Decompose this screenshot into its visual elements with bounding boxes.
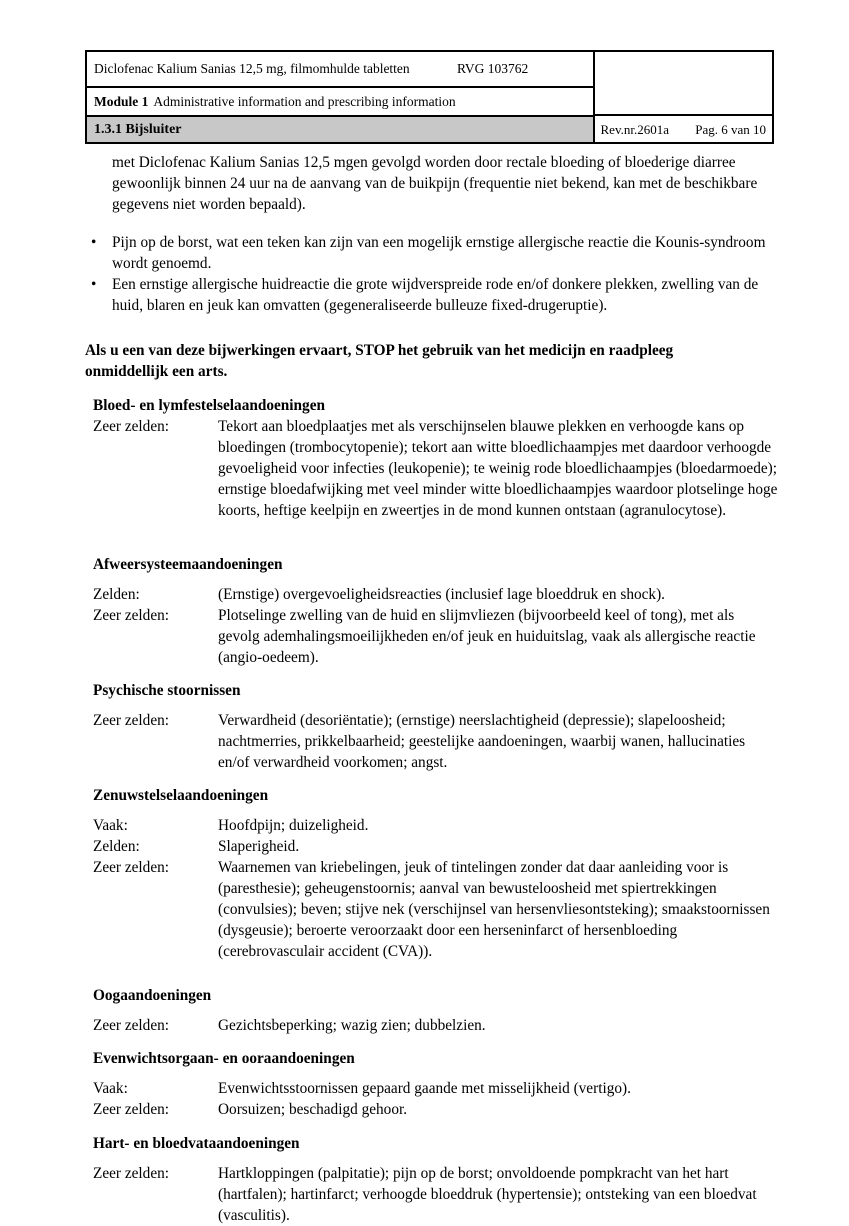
frequency-row [93, 710, 779, 773]
bullet-text: Een ernstige allergische huidreactie die grote wijdverspreide rode en/of donkere plekken, zwelling van de huid, blaren en jeuk kan omvatten (gegeneraliseerde bulleuze fixed-drugeruptie). [112, 276, 759, 314]
section-id: 1.3.1 Bijsluiter [94, 121, 182, 137]
section-id-bar [87, 117, 593, 142]
frequency-label: Vaak: [93, 1080, 128, 1097]
section-nervous-system [93, 785, 779, 962]
frequency-row [93, 836, 779, 857]
frequency-label: Vaak: [93, 817, 128, 834]
frequency-label: Zeer zelden: [93, 1101, 170, 1118]
page-number: Pag. 6 van 10 [695, 122, 766, 137]
module-text: Administrative information and prescribing information [153, 93, 456, 109]
frequency-label: Zeer zelden: [93, 1165, 170, 1182]
frequency-row [93, 416, 779, 521]
header-right-column [595, 52, 772, 142]
document-body [85, 152, 779, 1226]
frequency-text: Verwardheid (desoriëntatie); (ernstige) neerslachtigheid (depressie); slapeloosheid; nachtmerries, prikkelbaarheid; geestelijke aandoeningen, waarbij wanen, hallucinaties en/of verwardheid voorkomen; angst. [218, 712, 746, 771]
list-item [85, 274, 773, 316]
frequency-row [93, 1099, 779, 1120]
intro-paragraph: met Diclofenac Kalium Sanias 12,5 mgen gevolgd worden door rectale bloeding of bloederige diarree gewoonlijk binnen 24 uur na de aanvang van de buikpijn (frequentie niet bekend, kan met de beschikbare gegevens niet worden bepaald). [112, 154, 758, 213]
frequency-text: Evenwichtsstoornissen gepaard gaande met misselijkheid (vertigo). [218, 1080, 631, 1097]
module-row [87, 88, 593, 117]
frequency-text: Gezichtsbeperking; wazig zien; dubbelzien. [218, 1017, 486, 1034]
frequency-text: Plotselinge zwelling van de huid en slijmvliezen (bijvoorbeeld keel of tong), met als gevolg ademhalingsmoeilijkheden en/of jeuk en huiduitslag, vaak als allergische reactie (angio-oedeem). [218, 607, 756, 666]
header-left-column [87, 52, 595, 142]
frequency-label: Zeer zelden: [93, 418, 170, 435]
bullet-list [85, 232, 779, 316]
frequency-row [93, 1078, 779, 1099]
section-heading: Evenwichtsorgaan- en ooraandoeningen [93, 1050, 355, 1067]
frequency-row [93, 815, 779, 836]
section-heading: Hart- en bloedvataandoeningen [93, 1135, 300, 1152]
list-item [85, 232, 773, 274]
frequency-text: Slaperigheid. [218, 838, 300, 855]
frequency-text: Hartkloppingen (palpitatie); pijn op de borst; onvoldoende pompkracht van het hart (hartfalen); hartinfarct; verhoogde bloeddruk (hypertensie); ontsteking van een bloedvat (vasculitis). [218, 1165, 757, 1224]
frequency-row [93, 1163, 779, 1226]
section-blood [93, 395, 779, 521]
bullet-icon: • [91, 234, 97, 251]
warning-paragraph: Als u een van deze bijwerkingen ervaart, STOP het gebruik van het medicijn en raadpleeg onmiddellijk een arts. [85, 342, 674, 380]
section-heading: Psychische stoornissen [93, 682, 241, 699]
bullet-text: Pijn op de borst, wat een teken kan zijn van een mogelijk ernstige allergische reactie die Kounis-syndroom wordt genoemd. [112, 234, 766, 272]
section-immune [93, 554, 779, 668]
frequency-label: Zelden: [93, 586, 140, 603]
section-eye [93, 985, 779, 1036]
module-label: Module 1 [94, 93, 149, 109]
product-name: Diclofenac Kalium Sanias 12,5 mg, filmomhulde tabletten [94, 61, 410, 76]
section-psychiatric [93, 680, 779, 773]
frequency-text: (Ernstige) overgevoeligheidsreacties (inclusief lage bloeddruk en shock). [218, 586, 665, 603]
frequency-row [93, 584, 779, 605]
frequency-label: Zeer zelden: [93, 1017, 170, 1034]
section-heading: Bloed- en lymfestelselaandoeningen [93, 397, 326, 414]
frequency-text: Oorsuizen; beschadigd gehoor. [218, 1101, 408, 1118]
revision-number: Rev.nr.2601a [600, 122, 669, 137]
frequency-row [93, 857, 779, 962]
frequency-text: Tekort aan bloedplaatjes met als verschijnselen blauwe plekken en verhoogde kans op bloedingen (trombocytopenie); tekort aan witte bloedlichaampjes met daardoor verhoogde gevoeligheid voor infecties (leukopenie); te weinig rode bloedlichaampjes (bloedarmoede); ernstige bloedafwijking met veel minder witte bloedlichaampjes waardoor plotselinge hoge koorts, heftige keelpijn en zweertjes in de mond kunnen ontstaan (agranulocytose). [218, 418, 778, 519]
section-cardiac [93, 1133, 779, 1226]
section-heading: Zenuwstelselaandoeningen [93, 787, 269, 804]
header-empty-cell [595, 52, 772, 116]
rvg-number: RVG 103762 [457, 61, 529, 76]
frequency-label: Zeer zelden: [93, 859, 170, 876]
header-table [85, 50, 774, 144]
section-ear [93, 1048, 779, 1120]
side-effect-sections [93, 395, 779, 1226]
frequency-label: Zeer zelden: [93, 712, 170, 729]
section-heading: Afweersysteemaandoeningen [93, 556, 283, 573]
bullet-icon: • [91, 276, 97, 293]
frequency-label: Zeer zelden: [93, 607, 170, 624]
product-row [87, 52, 593, 88]
frequency-label: Zelden: [93, 838, 140, 855]
section-heading: Oogaandoeningen [93, 987, 212, 1004]
revision-row [595, 116, 772, 142]
frequency-row [93, 1015, 779, 1036]
frequency-row [93, 605, 779, 668]
frequency-text: Waarnemen van kriebelingen, jeuk of tintelingen zonder dat daar aanleiding voor is (paresthesie); geheugenstoornis; aanval van bewusteloosheid met spiertrekkingen (convulsies); beven; stijve nek (verschijnsel van hersenvliesontsteking); smaakstoornissen (dysgeusie); beroerte veroorzaakt door een herseninfarct of hersenbloeding (cerebrovasculair accident (CVA)). [218, 859, 770, 960]
frequency-text: Hoofdpijn; duizeligheid. [218, 817, 369, 834]
